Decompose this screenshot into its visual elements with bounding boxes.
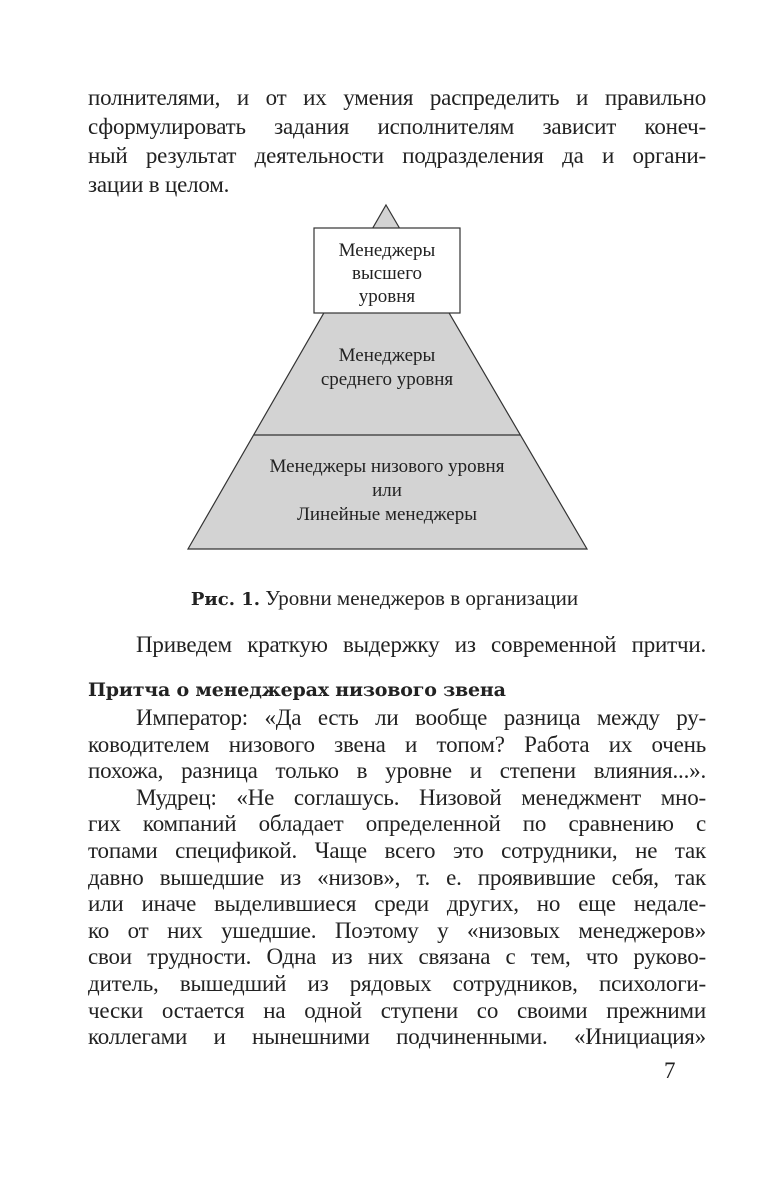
lower-level-label: или — [372, 480, 402, 501]
intro-line: зации в целом. — [88, 172, 230, 197]
lead-in-text: Приведем краткую выдержку из современной притчи. — [136, 632, 706, 657]
middle-level-label: среднего уровня — [320, 369, 454, 390]
top-level-label: Менеджеры — [338, 240, 436, 261]
lower-level-label: Линейные менеджеры — [297, 504, 477, 525]
body-line: ководителем низового звена и топом? Работа их очень — [88, 731, 706, 757]
page-number: 7 — [664, 1058, 676, 1083]
figure-caption — [0, 586, 769, 611]
intro-line: ный результат деятельности подразделения да и органи- — [88, 143, 706, 168]
body-line: свои трудности. Одна из них связана с тем, что руково- — [88, 944, 706, 970]
lower-level-label: Менеджеры низового уровня — [269, 456, 505, 477]
caption-label: Рис. 1. — [190, 589, 261, 610]
body-line: или иначе выделившиеся среди других, но еще недале- — [88, 891, 706, 917]
body-line: Император: «Да есть ли вообще разница между ру- — [136, 705, 706, 730]
body-line: похожа, разница только в уровне и степени влияния...». — [88, 758, 706, 784]
body-line: гих компаний обладает определенной по сравнению с — [88, 811, 706, 837]
body-line: ко от них ушедшие. Поэтому у «низовых менеджеров» — [88, 917, 706, 943]
body-line: топами спецификой. Чаще всего это сотрудники, не так — [88, 838, 706, 863]
management-pyramid-figure — [0, 0, 769, 580]
body-line: коллегами и нынешними подчиненными. «Инициация» — [88, 1024, 706, 1050]
top-level-label: высшего — [351, 263, 423, 284]
middle-level-label: Менеджеры — [338, 345, 436, 366]
caption-text: Уровни менеджеров в организации — [260, 586, 579, 610]
body-line: давно вышедшие из «низов», т. е. проявившие себя, так — [88, 864, 706, 890]
intro-line: сформулировать задания исполнителям зависит конеч- — [88, 114, 706, 139]
body-line: дитель, вышедший из рядовых сотрудников, психологи- — [88, 971, 706, 996]
intro-line: полнителями, и от их умения распределить и правильно — [88, 85, 706, 110]
body-line: Мудрец: «Не соглашусь. Низовой менеджмент мно- — [136, 784, 706, 810]
section-heading: Притча о менеджерах низового звена — [88, 679, 506, 701]
top-level-label: уровня — [358, 286, 416, 307]
body-line: чески остается на одной ступени со своими прежними — [88, 997, 706, 1023]
